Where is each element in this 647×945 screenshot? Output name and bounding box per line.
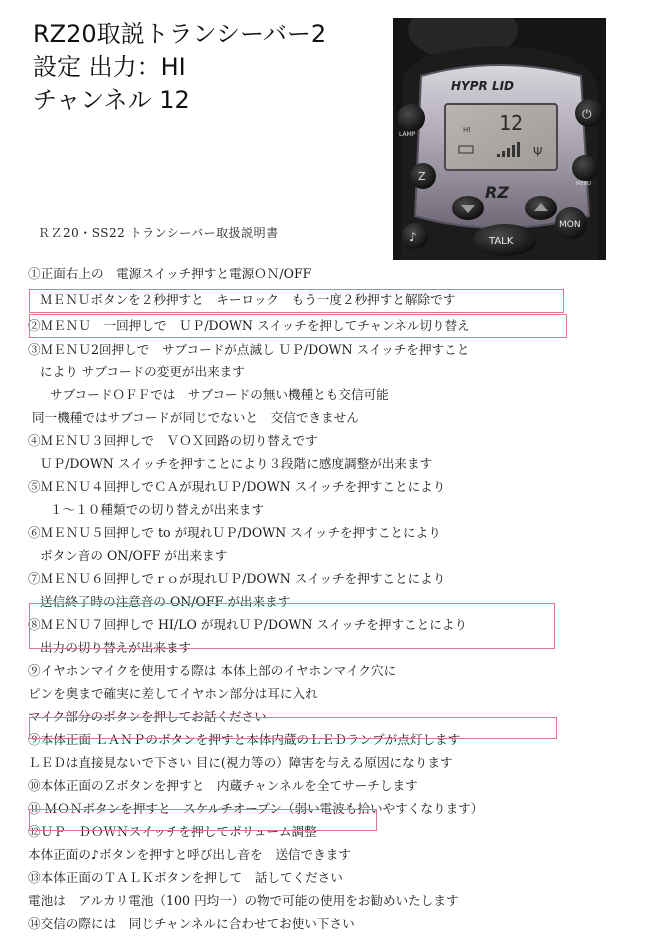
talk-button-label: TALK bbox=[489, 236, 514, 247]
instruction-line: ⑤ＭＥＮＵ４回押しでＣＡが現れＵＰ/DOWN スイッチを押すことにより bbox=[28, 479, 446, 494]
instruction-line: ⑪ ＭＯＮボタンを押すと スケルチオープン（弱い電波も拾いやすくなります） bbox=[28, 801, 484, 816]
instruction-line: ②ＭＥＮＵ 一回押しで ＵＰ/DOWN スイッチを押してチャンネル切り替え bbox=[28, 318, 470, 333]
instruction-line: ①正面右上の 電源スイッチ押すと電源ＯＮ/OFF bbox=[28, 266, 312, 281]
title-block bbox=[33, 18, 326, 117]
instruction-line: ④ＭＥＮＵ３回押しで ＶＯＸ回路の切り替えです bbox=[28, 433, 318, 448]
instruction-line: １～１０種類での切り替えが出来ます bbox=[50, 502, 265, 517]
antenna-glyph-icon: Ψ bbox=[533, 145, 543, 159]
lcd-mode-text: HI bbox=[463, 126, 471, 134]
instruction-line: ⑧ＭＥＮＵ７回押しで HI/LO が現れＵＰ/DOWN スイッチを押すことにより bbox=[28, 617, 468, 632]
lamp-button bbox=[397, 104, 425, 132]
lamp-button-label: LAMP bbox=[399, 131, 416, 138]
instruction-line: ⑨イヤホンマイクを使用する際は 本体上部のイヤホンマイク穴に bbox=[28, 663, 397, 678]
title-line-3: チャンネル 12 bbox=[33, 86, 190, 114]
instruction-line: ⑭交信の際には 同じチャンネルに合わせてお使い下さい bbox=[28, 916, 355, 931]
instruction-line: ⑨本体正面 ＬＡＮＰのボタンを押すと本体内蔵のＬＥＤランプが点灯します bbox=[28, 732, 461, 747]
instruction-line: ＵＰ/DOWN スイッチを押すことにより３段階に感度調整が出来ます bbox=[40, 456, 433, 471]
z-icon: Z bbox=[418, 170, 426, 183]
device-photo bbox=[393, 18, 606, 260]
instruction-line: ⑥ＭＥＮＵ５回押しで to が現れＵＰ/DOWN スイッチを押すことにより bbox=[28, 525, 441, 540]
instruction-line: ⑩本体正面のＺボタンを押すと 内蔵チャンネルを全てサーチします bbox=[28, 778, 418, 793]
instruction-line: ⑬本体正面のＴＡＬＫボタンを押して 話してください bbox=[28, 870, 343, 885]
highlight-volume bbox=[29, 809, 377, 831]
instruction-line: 送信終了時の注意音の ON/OFF が出来ます bbox=[40, 594, 291, 609]
instruction-line: 電池は アルカリ電池（100 円均一）の物で可能の使用をお勧めいたします bbox=[28, 893, 459, 908]
highlight-channel-switch bbox=[29, 314, 567, 338]
instruction-line: 本体正面の♪ボタンを押すと呼び出し音を 送信できます bbox=[28, 847, 351, 862]
instruction-line: マイク部分のボタンを押してお話ください bbox=[28, 709, 267, 724]
menu-button-label: MENU bbox=[576, 181, 591, 187]
brand-logo: HYPR LID bbox=[451, 79, 515, 93]
highlight-led-lamp bbox=[29, 717, 557, 739]
instruction-line: ＭＥＮＵボタンを２秒押すと キーロック もう一度２秒押すと解除です bbox=[40, 292, 456, 307]
music-note-icon: ♪ bbox=[409, 230, 417, 244]
doc-heading: ＲＺ20・SS22 トランシーバー取扱説明書 bbox=[38, 226, 279, 240]
lcd-channel-text: 12 bbox=[499, 111, 524, 135]
instruction-line: ⑫ＵＰ ＤＯＷＮスイッチを押してボリューム調整 bbox=[28, 824, 317, 839]
title-line-2: 設定 出力：HI bbox=[33, 53, 186, 81]
highlight-output-switch bbox=[29, 603, 555, 649]
instruction-line: により サブコードの変更が出来ます bbox=[40, 364, 245, 379]
instruction-line: ボタン音の ON/OFF が出来ます bbox=[40, 548, 228, 563]
menu-button bbox=[572, 155, 598, 181]
instruction-line: ⑦ＭＥＮＵ６回押しでｒｏが現れＵＰ/DOWN スイッチを押すことにより bbox=[28, 571, 446, 586]
model-logo: RZ bbox=[485, 183, 509, 202]
mon-button-label: MON bbox=[559, 220, 581, 230]
power-icon: ⏻ bbox=[582, 107, 592, 121]
instruction-line: ＬＥＤは直接見ないで下さい 目に(視力等の）障害を与える原因になります bbox=[28, 755, 453, 770]
instruction-line: ピンを奥まで確実に差してイヤホン部分は耳に入れ bbox=[28, 686, 318, 701]
instruction-line: ③ＭＥＮＵ2回押しで サブコードが点滅し ＵＰ/DOWN スイッチを押すこと bbox=[28, 342, 470, 357]
instruction-line: 出力の切り替えが出来ます bbox=[40, 640, 192, 655]
instruction-line: サブコードＯＦＦでは サブコードの無い機種とも交信可能 bbox=[50, 387, 389, 402]
highlight-keylock bbox=[29, 289, 564, 313]
title-line-1: RZ20取説トランシーバー2 bbox=[33, 20, 327, 48]
instruction-line: 同一機種ではサブコードが同じでないと 交信できません bbox=[32, 410, 359, 425]
